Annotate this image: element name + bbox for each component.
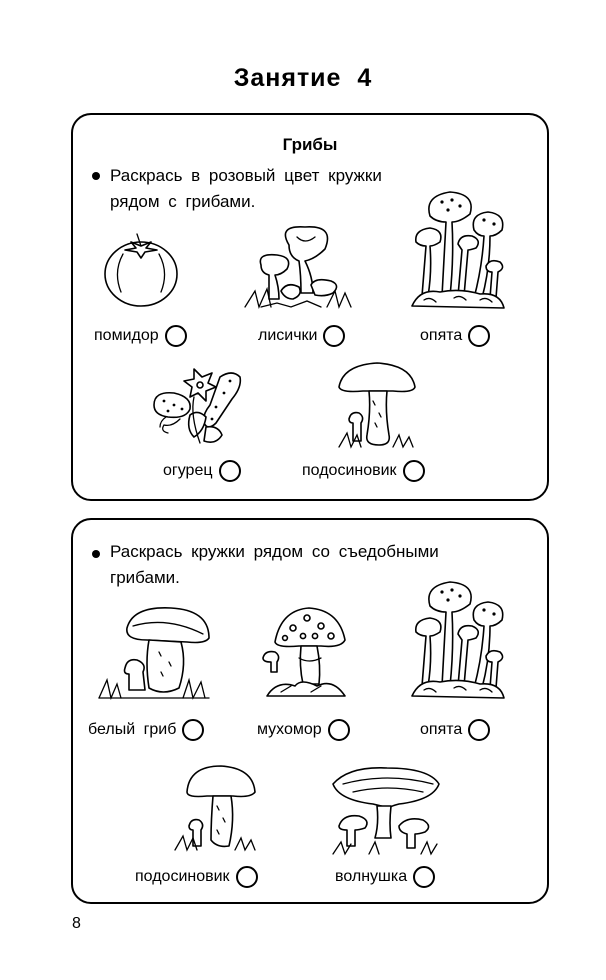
answer-circle[interactable] xyxy=(219,460,241,482)
tomato-icon xyxy=(103,232,183,312)
item-woolly-milkcap xyxy=(329,764,443,856)
option-row xyxy=(163,459,241,483)
answer-circle[interactable] xyxy=(403,460,425,482)
instruction-text: Раскрась в розовый цвет кружки рядом с грибами. xyxy=(110,166,382,211)
option-row xyxy=(258,324,345,348)
option-label: подосиновик xyxy=(135,868,230,885)
option-label: опята xyxy=(420,327,463,344)
item-orange-cap-boletus xyxy=(173,764,259,852)
item-chanterelles xyxy=(241,225,353,309)
orange-cap-boletus-icon xyxy=(335,361,417,449)
page-title: Занятие 4 xyxy=(233,64,373,92)
option-label: белый гриб xyxy=(88,721,177,738)
option-label: лисички xyxy=(258,327,318,344)
option-label: волнушка xyxy=(335,868,408,885)
fly-agaric-icon xyxy=(261,606,351,700)
answer-circle[interactable] xyxy=(165,325,187,347)
item-cucumber xyxy=(150,365,258,447)
bullet-icon xyxy=(92,172,100,180)
option-label: мухомор xyxy=(257,721,322,738)
item-tomato xyxy=(103,232,183,312)
answer-circle[interactable] xyxy=(236,866,258,888)
answer-circle[interactable] xyxy=(468,719,490,741)
chanterelle-icon xyxy=(241,225,353,309)
option-row xyxy=(302,459,425,483)
option-row xyxy=(88,718,204,742)
exercise-panel-edible-mushrooms xyxy=(71,518,549,904)
item-porcini xyxy=(97,604,211,700)
porcini-icon xyxy=(97,604,211,700)
item-fly-agaric xyxy=(261,606,351,700)
option-label: огурец xyxy=(163,462,213,479)
option-row xyxy=(135,865,258,889)
honey-mushroom-icon xyxy=(410,578,506,702)
option-label: помидор xyxy=(94,327,159,344)
instruction-text: Раскрась кружки рядом со съедобными грибами. xyxy=(110,542,439,587)
cucumber-icon xyxy=(150,365,258,447)
answer-circle[interactable] xyxy=(323,325,345,347)
option-label: подосиновик xyxy=(302,462,397,479)
option-row xyxy=(420,324,490,348)
item-orange-cap-boletus xyxy=(335,361,417,449)
option-label: опята xyxy=(420,721,463,738)
option-row xyxy=(257,718,350,742)
item-honey-mushrooms xyxy=(410,188,506,312)
woolly-milkcap-icon xyxy=(329,764,443,856)
option-row xyxy=(335,865,435,889)
answer-circle[interactable] xyxy=(413,866,435,888)
orange-cap-boletus-icon xyxy=(173,764,259,852)
page-number: 8 xyxy=(72,915,81,932)
answer-circle[interactable] xyxy=(328,719,350,741)
option-row xyxy=(94,324,187,348)
answer-circle[interactable] xyxy=(182,719,204,741)
exercise-panel-mushrooms xyxy=(71,113,549,501)
answer-circle[interactable] xyxy=(468,325,490,347)
honey-mushroom-icon xyxy=(410,188,506,312)
bullet-icon xyxy=(92,550,100,558)
item-honey-mushrooms xyxy=(410,578,506,702)
option-row xyxy=(420,718,490,742)
section-title: Грибы xyxy=(282,135,338,154)
